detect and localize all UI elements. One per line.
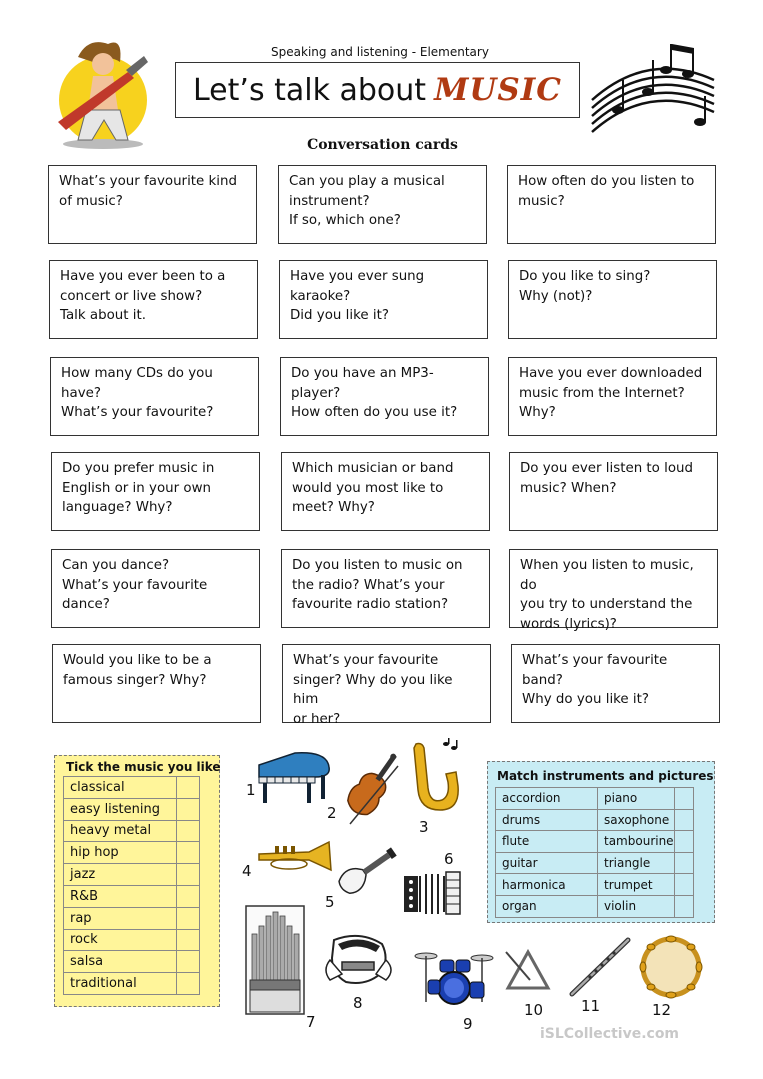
tick-checkbox[interactable]: [177, 973, 200, 995]
triangle-icon: [500, 946, 554, 996]
conversation-card: What’s your favourite band? Why do you like it?: [511, 644, 720, 723]
saxophone-icon: [402, 738, 464, 814]
conversation-card: Do you prefer music in English or in your own language? Why?: [51, 452, 260, 531]
flute-icon: [566, 934, 634, 1000]
match-answer-cell[interactable]: [674, 852, 693, 874]
conversation-card: What’s your favourite singer? Why do you like him or her?: [282, 644, 491, 723]
table-row: [64, 907, 200, 929]
instrument-name: drums: [496, 809, 598, 831]
instrument-name: saxophone: [598, 809, 675, 831]
instrument-name: piano: [598, 788, 675, 810]
table-row: [64, 777, 200, 799]
match-answer-cell[interactable]: [674, 895, 693, 917]
trumpet-icon: [255, 840, 335, 874]
instrument-name: triangle: [598, 852, 675, 874]
tick-checkbox[interactable]: [177, 820, 200, 842]
instrument-name: trumpet: [598, 874, 675, 896]
conversation-card: Can you dance? What’s your favourite dance?: [51, 549, 260, 628]
title-box: [175, 62, 580, 118]
music-genre-label: R&B: [64, 885, 177, 907]
tick-checkbox[interactable]: [177, 929, 200, 951]
picture-number: 5: [325, 893, 335, 911]
conversation-card: Do you listen to music on the radio? What’s your favourite radio station?: [281, 549, 490, 628]
music-genre-label: classical: [64, 777, 177, 799]
picture-number: 6: [444, 850, 454, 868]
tick-checkbox[interactable]: [177, 951, 200, 973]
watermark: iSLCollective.com: [540, 1026, 680, 1042]
violin-icon: [338, 746, 406, 828]
section-title: Conversation cards: [307, 137, 458, 153]
match-answer-cell[interactable]: [674, 809, 693, 831]
picture-number: 11: [581, 997, 601, 1015]
table-row: [496, 852, 694, 874]
conversation-card: When you listen to music, do you try to understand the words (lyrics)?: [509, 549, 718, 628]
conversation-card: What’s your favourite kind of music?: [48, 165, 257, 244]
instrument-name: accordion: [496, 788, 598, 810]
music-genre-label: salsa: [64, 951, 177, 973]
instrument-name: guitar: [496, 852, 598, 874]
accordion-icon: [400, 862, 464, 922]
table-row: [64, 951, 200, 973]
picture-number: 12: [652, 1001, 672, 1019]
conversation-card: How many CDs do you have? What’s your favourite?: [50, 357, 259, 436]
conversation-card: Have you ever downloaded music from the Internet? Why?: [508, 357, 717, 436]
tick-checkbox[interactable]: [177, 842, 200, 864]
tick-checkbox[interactable]: [177, 777, 200, 799]
page-title-accent: MUSIC: [434, 72, 562, 108]
music-genre-label: heavy metal: [64, 820, 177, 842]
match-instruments-header: Match instruments and pictures: [497, 769, 714, 783]
picture-number: 4: [242, 862, 252, 880]
match-answer-cell[interactable]: [674, 831, 693, 853]
picture-number: 2: [327, 804, 337, 822]
conversation-card: Do you ever listen to loud music? When?: [509, 452, 718, 531]
music-genre-label: rap: [64, 907, 177, 929]
conversation-card: Have you ever sung karaoke? Did you like it?: [279, 260, 488, 339]
conversation-card: Do you like to sing? Why (not)?: [508, 260, 717, 339]
page-title: Let’s talk about: [193, 72, 427, 108]
instrument-name: organ: [496, 895, 598, 917]
conversation-card: Which musician or band would you most like to meet? Why?: [281, 452, 490, 531]
tick-music-table: [63, 776, 200, 995]
rock-guitarist-icon: [48, 32, 158, 150]
table-row: [64, 820, 200, 842]
table-row: [64, 864, 200, 886]
conversation-card: Would you like to be a famous singer? Why?: [52, 644, 261, 723]
music-genre-label: jazz: [64, 864, 177, 886]
tick-checkbox[interactable]: [177, 864, 200, 886]
table-row: [496, 788, 694, 810]
conversation-card: Can you play a musical instrument? If so, which one?: [278, 165, 487, 244]
tambourine-icon: [638, 934, 704, 1000]
instrument-name: tambourine: [598, 831, 675, 853]
picture-number: 9: [463, 1015, 473, 1033]
picture-number: 10: [524, 1001, 544, 1019]
drum-kit-icon: [414, 946, 494, 1010]
table-row: [64, 973, 200, 995]
table-row: [496, 874, 694, 896]
pipe-organ-icon: [244, 904, 306, 1016]
tick-checkbox[interactable]: [177, 885, 200, 907]
table-row: [64, 798, 200, 820]
match-answer-cell[interactable]: [674, 788, 693, 810]
tick-music-header: Tick the music you like: [66, 760, 221, 774]
worksheet-subtitle: Speaking and listening - Elementary: [271, 45, 489, 59]
table-row: [64, 885, 200, 907]
tick-checkbox[interactable]: [177, 907, 200, 929]
conversation-card: Have you ever been to a concert or live show? Talk about it.: [49, 260, 258, 339]
tick-checkbox[interactable]: [177, 798, 200, 820]
music-genre-label: traditional: [64, 973, 177, 995]
picture-number: 8: [353, 994, 363, 1012]
table-row: [64, 842, 200, 864]
picture-number: 3: [419, 818, 429, 836]
conversation-card: How often do you listen to music?: [507, 165, 716, 244]
match-answer-cell[interactable]: [674, 874, 693, 896]
picture-number: 7: [306, 1013, 316, 1031]
instrument-name: harmonica: [496, 874, 598, 896]
electric-guitar-icon: [330, 842, 402, 900]
table-row: [496, 809, 694, 831]
conversation-card: Do you have an MP3-player? How often do you use it?: [280, 357, 489, 436]
music-genre-label: easy listening: [64, 798, 177, 820]
instrument-name: flute: [496, 831, 598, 853]
table-row: [496, 831, 694, 853]
instrument-name: violin: [598, 895, 675, 917]
grand-piano-icon: [255, 747, 333, 805]
music-genre-label: rock: [64, 929, 177, 951]
music-genre-label: hip hop: [64, 842, 177, 864]
match-instruments-table: [495, 787, 694, 918]
music-notes-icon: [588, 40, 718, 140]
table-row: [496, 895, 694, 917]
table-row: [64, 929, 200, 951]
picture-number: 1: [246, 781, 256, 799]
harmonica-player-icon: [320, 930, 400, 992]
